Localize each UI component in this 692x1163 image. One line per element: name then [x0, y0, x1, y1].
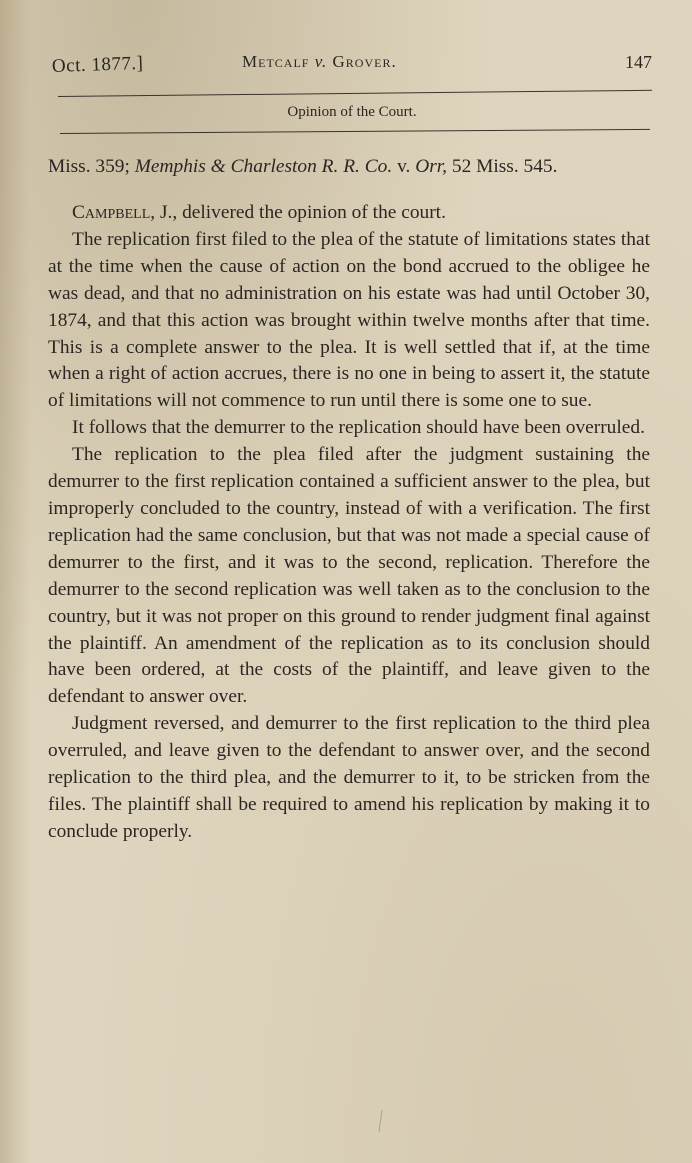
opinion-paragraph: It follows that the demurrer to the replication should have been overruled. — [72, 417, 645, 439]
case-title-versus: v. — [314, 52, 328, 71]
header-rule-top — [58, 90, 652, 97]
opinion-paragraph: The replication first filed to the plea of the statute of limitations states that at the time when the cause of action on the bond accrued to the obligee he was dead, and that no administration on his estate was had until October 30, 1874, and that this action was brought within twelve months after that time. This is a complete answer to the plea. It is well settled that if, at the time when a right of action accrues, there is no one in being to assert it, the statute of limitations will not commence to run until there is some one to sue. — [48, 228, 650, 412]
running-head — [52, 50, 652, 80]
judgment-paragraph: Judgment reversed, and demurrer to the first replication to the third plea overruled, and leave given to the defendant to answer over, and the second replication to the third plea, and the demurrer to it, to be stricken from the files. The plaintiff shall be required to amend his replication by making it to conclude properly. — [48, 713, 650, 842]
header-rule-bottom — [60, 129, 650, 134]
citation-case-name: Memphis & Charleston R. R. Co. — [134, 156, 393, 177]
term-date: Oct. 1877.] — [51, 52, 144, 77]
case-title — [242, 52, 397, 72]
case-title-prefix: Metcalf — [242, 52, 310, 71]
opinion-attribution — [48, 200, 650, 227]
page-number: 147 — [625, 52, 652, 72]
citation-part2: 52 Miss. 545. — [451, 156, 558, 177]
opinion-body — [48, 152, 650, 846]
citation-versus: v. — [397, 156, 411, 177]
justice-name: Campbell — [72, 202, 151, 223]
paper-mark — [378, 1110, 382, 1132]
section-heading: Opinion of the Court. — [287, 104, 417, 120]
citation-line — [48, 152, 650, 182]
citation-party: Orr, — [415, 156, 448, 177]
opinion-paragraph: The replication to the plea filed after the judgment sustaining the demurrer to the first replication contained a sufficient answer to the plea, but improperly concluded to the country, instead of with a verification. The first replication had the same conclusion, but that was not made a special cause of demurrer to the first, and it was to the second, replication. Therefore the demurrer to the second replication was well taken as to the conclusion to the country, but it was not proper on this ground to render judgment final against the plaintiff. An amendment of the replication as to its conclusion should have been ordered, at the costs of the plaintiff, and leave given to the defendant to answer over. — [48, 444, 650, 708]
attribution-text: , J., delivered the opinion of the court. — [150, 202, 446, 223]
case-title-suffix: Grover. — [332, 52, 397, 71]
citation-part1: Miss. 359; — [48, 156, 130, 177]
